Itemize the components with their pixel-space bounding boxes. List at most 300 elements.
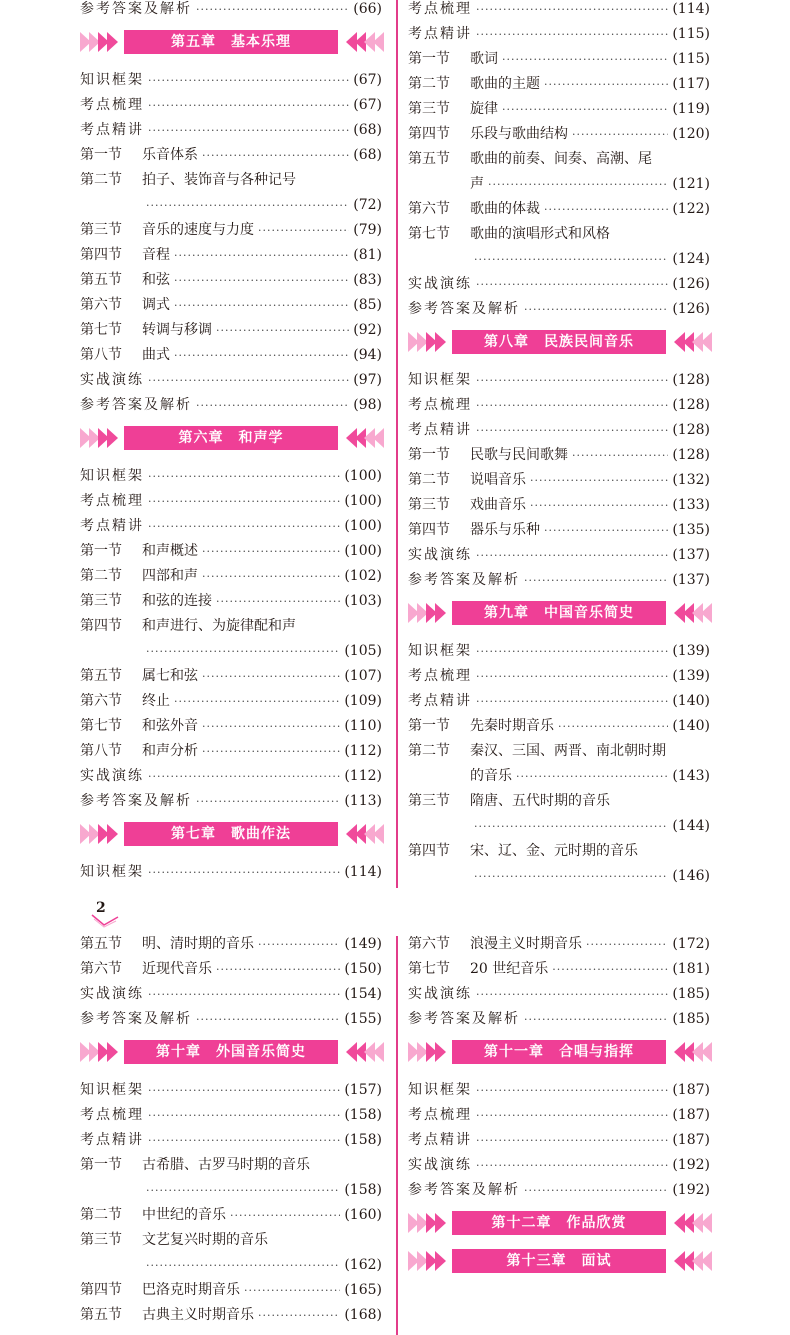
leader-dots — [502, 47, 668, 72]
leader-dots — [148, 118, 349, 143]
leader-dots — [476, 1153, 668, 1178]
toc-entry[interactable] — [408, 543, 710, 568]
leader-dots — [558, 714, 668, 739]
section-number: 第三节 — [80, 593, 122, 609]
leader-dots — [524, 1007, 668, 1032]
toc-entry[interactable] — [408, 222, 710, 247]
leader-dots — [544, 518, 668, 543]
entry-label: 实战演练 — [408, 547, 472, 563]
toc-entry[interactable] — [80, 1228, 382, 1253]
toc-entry[interactable] — [80, 464, 382, 489]
entry-title: 和声进行、为旋律配和声 — [142, 618, 296, 634]
entry-title: 近现代音乐 — [142, 961, 212, 977]
entry-title: 歌词 — [470, 51, 498, 67]
section-number: 第五节 — [80, 1307, 122, 1323]
entry-label: 参考答案及解析 — [80, 397, 192, 413]
page-ref: (135) — [672, 522, 710, 538]
page-ref: (114) — [344, 864, 382, 880]
leader-dots — [474, 814, 668, 839]
page-ref: (115) — [672, 26, 710, 42]
toc-entry[interactable] — [80, 564, 382, 589]
page-ref: (114) — [672, 1, 710, 17]
toc-entry[interactable] — [80, 1078, 382, 1103]
entry-title: 文艺复兴时期的音乐 — [142, 1232, 268, 1248]
toc-entry[interactable] — [80, 860, 382, 885]
toc-entry[interactable] — [408, 493, 710, 518]
page-ref: (102) — [344, 568, 382, 584]
leader-dots — [148, 68, 349, 93]
leader-dots — [258, 1303, 340, 1328]
section-number: 第一节 — [408, 447, 450, 463]
chapter-header-bar — [408, 1249, 710, 1273]
toc-entry[interactable] — [80, 293, 382, 318]
page-ref: (110) — [344, 718, 382, 734]
section-number: 第七节 — [80, 322, 122, 338]
page-ref: (140) — [672, 693, 710, 709]
entry-title: 说唱音乐 — [470, 472, 526, 488]
toc-entry[interactable] — [408, 714, 710, 739]
toc-entry[interactable] — [80, 514, 382, 539]
toc-entry[interactable] — [80, 957, 382, 982]
toc-entry[interactable] — [408, 147, 710, 172]
toc-entry[interactable] — [80, 143, 382, 168]
toc-entry-continuation[interactable] — [408, 864, 710, 889]
toc-entry-continuation[interactable] — [80, 1253, 382, 1278]
page-ref: (187) — [672, 1132, 710, 1148]
entry-label: 实战演练 — [408, 986, 472, 1002]
toc-entry-continuation[interactable] — [80, 1178, 382, 1203]
toc-entry[interactable] — [80, 168, 382, 193]
leader-dots — [174, 268, 349, 293]
entry-label: 参考答案及解析 — [80, 1, 192, 17]
toc-entry[interactable] — [408, 393, 710, 418]
toc-entry[interactable] — [408, 664, 710, 689]
leader-dots — [476, 543, 668, 568]
column-divider-top — [396, 0, 398, 888]
leader-dots — [530, 493, 668, 518]
toc-entry[interactable] — [80, 789, 382, 814]
toc-entry[interactable] — [408, 418, 710, 443]
leader-dots — [146, 1253, 340, 1278]
leader-dots — [148, 514, 340, 539]
page-ref: (112) — [344, 768, 382, 784]
entry-label: 参考答案及解析 — [408, 1182, 520, 1198]
entry-title: 歌曲的前奏、间奏、高潮、尾 — [470, 151, 652, 167]
page-ref: (126) — [672, 301, 710, 317]
leader-dots — [524, 297, 668, 322]
page-ref: (68) — [353, 147, 382, 163]
page-corner-mark — [90, 913, 120, 929]
toc-entry[interactable] — [408, 568, 710, 593]
chevrons-right-icon — [674, 601, 710, 625]
page-ref: (144) — [672, 818, 710, 834]
page-ref: (113) — [344, 793, 382, 809]
section-number: 第一节 — [80, 543, 122, 559]
entry-title: 20 世纪音乐 — [470, 961, 549, 977]
entry-label: 实战演练 — [80, 372, 144, 388]
chapter-header-bar — [408, 330, 710, 354]
page-ref: (172) — [672, 936, 710, 952]
chevrons-left-icon — [80, 1040, 116, 1064]
toc-entry[interactable] — [408, 72, 710, 97]
leader-dots — [476, 1128, 668, 1153]
leader-dots — [474, 864, 668, 889]
entry-label: 实战演练 — [408, 1157, 472, 1173]
leader-dots — [146, 639, 340, 664]
section-number: 第二节 — [408, 76, 450, 92]
leader-dots — [148, 93, 349, 118]
page-ref: (154) — [344, 986, 382, 1002]
section-number: 第四节 — [80, 618, 122, 634]
toc-entry[interactable] — [80, 1153, 382, 1178]
entry-title: 器乐与乐种 — [470, 522, 540, 538]
toc-entry[interactable] — [80, 368, 382, 393]
toc-entry[interactable] — [80, 539, 382, 564]
page-ref: (97) — [353, 372, 382, 388]
toc-entry[interactable] — [80, 318, 382, 343]
section-number: 第二节 — [408, 743, 450, 759]
entry-label: 知识框架 — [408, 643, 472, 659]
chevrons-left-icon — [80, 426, 116, 450]
page-ref: (139) — [672, 643, 710, 659]
toc-entry[interactable] — [80, 1278, 382, 1303]
chevrons-right-icon — [346, 30, 382, 54]
leader-dots — [148, 1103, 340, 1128]
entry-title: 歌曲的演唱形式和风格 — [470, 226, 610, 242]
leader-dots — [202, 564, 340, 589]
chapter-header-bar — [408, 1211, 710, 1235]
leader-dots — [476, 639, 668, 664]
toc-entry-continuation[interactable] — [408, 764, 710, 789]
toc-entry[interactable] — [408, 739, 710, 764]
toc-entry-continuation[interactable] — [80, 639, 382, 664]
leader-dots — [474, 247, 668, 272]
entry-label: 知识框架 — [80, 72, 144, 88]
section-number: 第五节 — [80, 668, 122, 684]
toc-entry[interactable] — [408, 1007, 710, 1032]
toc-entry[interactable] — [408, 932, 710, 957]
section-number: 第四节 — [408, 522, 450, 538]
leader-dots — [230, 1203, 340, 1228]
page-ref: (121) — [672, 176, 710, 192]
leader-dots — [530, 468, 668, 493]
chevrons-right-icon — [346, 822, 382, 846]
leader-dots — [572, 122, 668, 147]
toc-entry-continuation[interactable] — [408, 247, 710, 272]
entry-title: 音乐的速度与力度 — [142, 222, 254, 238]
entry-title: 明、清时期的音乐 — [142, 936, 254, 952]
chapter-header-bar — [80, 822, 382, 846]
toc-entry-continuation[interactable] — [408, 814, 710, 839]
page-ref: (68) — [353, 122, 382, 138]
toc-entry[interactable] — [408, 443, 710, 468]
toc-entry[interactable] — [80, 218, 382, 243]
leader-dots — [502, 97, 668, 122]
entry-title: 戏曲音乐 — [470, 497, 526, 513]
section-number: 第六节 — [80, 961, 122, 977]
leader-dots — [202, 739, 340, 764]
toc-entry[interactable] — [408, 1103, 710, 1128]
entry-title: 曲式 — [142, 347, 170, 363]
entry-title: 转调与移调 — [142, 322, 212, 338]
toc-entry[interactable] — [80, 268, 382, 293]
leader-dots — [244, 1278, 340, 1303]
toc-entry[interactable] — [80, 1007, 382, 1032]
leader-dots — [202, 664, 340, 689]
section-number: 第一节 — [408, 51, 450, 67]
section-number: 第一节 — [80, 1157, 122, 1173]
page-ref: (185) — [672, 986, 710, 1002]
toc-entry[interactable] — [408, 197, 710, 222]
toc-entry[interactable] — [80, 589, 382, 614]
toc-entry[interactable] — [408, 368, 710, 393]
page-ref: (126) — [672, 276, 710, 292]
page-ref: (150) — [344, 961, 382, 977]
chapter-header-bar — [408, 1040, 710, 1064]
leader-dots — [174, 343, 349, 368]
toc-entry[interactable] — [80, 932, 382, 957]
chevrons-right-icon — [674, 1040, 710, 1064]
toc-bottom-right-column — [408, 932, 710, 1287]
page-ref: (143) — [672, 768, 710, 784]
leader-dots — [258, 932, 340, 957]
leader-dots — [516, 764, 668, 789]
section-number: 第六节 — [80, 297, 122, 313]
leader-dots — [544, 72, 668, 97]
leader-dots — [148, 982, 340, 1007]
toc-entry-continuation[interactable] — [80, 193, 382, 218]
page-ref: (81) — [353, 247, 382, 263]
toc-entry[interactable] — [80, 0, 382, 22]
toc-entry[interactable] — [408, 97, 710, 122]
leader-dots — [216, 318, 349, 343]
chevrons-left-icon — [408, 1211, 444, 1235]
leader-dots — [196, 1007, 340, 1032]
toc-entry[interactable] — [408, 789, 710, 814]
entry-title: 和声概述 — [142, 543, 198, 559]
toc-entry[interactable] — [408, 1178, 710, 1203]
page-ref: (181) — [672, 961, 710, 977]
toc-entry[interactable] — [408, 47, 710, 72]
page-ref: (107) — [344, 668, 382, 684]
entry-label: 考点梳理 — [408, 668, 472, 684]
toc-top-right-column — [408, 0, 710, 889]
page-ref: (112) — [344, 743, 382, 759]
entry-label: 考点精讲 — [408, 693, 472, 709]
leader-dots — [586, 932, 668, 957]
leader-dots — [476, 1078, 668, 1103]
section-number: 第五节 — [80, 272, 122, 288]
entry-title: 歌曲的体裁 — [470, 201, 540, 217]
chevrons-left-icon — [408, 1249, 444, 1273]
leader-dots — [476, 393, 668, 418]
page-number: 2 — [96, 900, 106, 916]
toc-entry[interactable] — [80, 393, 382, 418]
page-ref: (162) — [344, 1257, 382, 1273]
toc-entry-continuation[interactable] — [408, 172, 710, 197]
toc-entry[interactable] — [408, 1128, 710, 1153]
leader-dots — [148, 764, 340, 789]
entry-title: 旋律 — [470, 101, 498, 117]
column-divider-bottom — [396, 936, 398, 1335]
toc-entry[interactable] — [80, 489, 382, 514]
toc-entry[interactable] — [408, 518, 710, 543]
entry-title: 声 — [470, 176, 484, 192]
section-number: 第七节 — [408, 961, 450, 977]
page-ref: (92) — [353, 322, 382, 338]
toc-entry[interactable] — [408, 1078, 710, 1103]
leader-dots — [544, 197, 668, 222]
entry-label: 参考答案及解析 — [80, 1011, 192, 1027]
leader-dots — [174, 689, 340, 714]
toc-entry[interactable] — [408, 468, 710, 493]
section-number: 第二节 — [80, 568, 122, 584]
toc-entry[interactable] — [408, 957, 710, 982]
entry-title: 民歌与民间歌舞 — [470, 447, 568, 463]
page-ref: (149) — [344, 936, 382, 952]
page-ref: (158) — [344, 1182, 382, 1198]
leader-dots — [476, 982, 668, 1007]
chapter-title: 第七章 歌曲作法 — [124, 822, 338, 846]
leader-dots — [476, 1103, 668, 1128]
page-ref: (192) — [672, 1182, 710, 1198]
page-ref: (185) — [672, 1011, 710, 1027]
entry-label: 考点梳理 — [80, 493, 144, 509]
chapter-title: 第六章 和声学 — [124, 426, 338, 450]
section-number: 第四节 — [408, 126, 450, 142]
entry-label: 知识框架 — [80, 864, 144, 880]
toc-entry[interactable] — [408, 689, 710, 714]
page-ref: (155) — [344, 1011, 382, 1027]
toc-entry[interactable] — [80, 343, 382, 368]
entry-label: 考点梳理 — [408, 1, 472, 17]
leader-dots — [196, 393, 349, 418]
section-number: 第四节 — [408, 843, 450, 859]
leader-dots — [476, 418, 668, 443]
page-ref: (157) — [344, 1082, 382, 1098]
entry-label: 实战演练 — [408, 276, 472, 292]
leader-dots — [216, 589, 340, 614]
toc-entry[interactable] — [408, 1153, 710, 1178]
entry-title: 音程 — [142, 247, 170, 263]
section-number: 第三节 — [80, 222, 122, 238]
entry-label: 参考答案及解析 — [408, 572, 520, 588]
entry-label: 考点梳理 — [408, 1107, 472, 1123]
leader-dots — [148, 1078, 340, 1103]
chevrons-left-icon — [408, 601, 444, 625]
toc-entry[interactable] — [80, 1103, 382, 1128]
section-number: 第七节 — [80, 718, 122, 734]
toc-entry[interactable] — [408, 122, 710, 147]
page-ref: (83) — [353, 272, 382, 288]
chevrons-right-icon — [674, 1249, 710, 1273]
chevrons-right-icon — [674, 330, 710, 354]
chapter-header-bar — [80, 1040, 382, 1064]
leader-dots — [196, 0, 349, 22]
page-ref: (100) — [344, 518, 382, 534]
section-number: 第三节 — [408, 497, 450, 513]
toc-entry[interactable] — [408, 272, 710, 297]
section-number: 第八节 — [80, 347, 122, 363]
chapter-title: 第十二章 作品欣赏 — [452, 1211, 666, 1235]
page-ref: (79) — [353, 222, 382, 238]
entry-label: 知识框架 — [408, 1082, 472, 1098]
chevrons-right-icon — [346, 426, 382, 450]
leader-dots — [476, 22, 668, 47]
page-ref: (128) — [672, 422, 710, 438]
toc-entry[interactable] — [80, 68, 382, 93]
toc-entry[interactable] — [80, 739, 382, 764]
section-number: 第三节 — [408, 793, 450, 809]
chapter-title: 第十章 外国音乐简史 — [124, 1040, 338, 1064]
toc-entry[interactable] — [80, 1128, 382, 1153]
toc-entry[interactable] — [408, 839, 710, 864]
toc-entry[interactable] — [80, 982, 382, 1007]
entry-title: 属七和弦 — [142, 668, 198, 684]
chevrons-right-icon — [346, 1040, 382, 1064]
toc-entry[interactable] — [80, 664, 382, 689]
toc-entry[interactable] — [80, 1303, 382, 1328]
toc-entry[interactable] — [408, 0, 710, 22]
chapter-header-bar — [80, 30, 382, 54]
page-ref: (128) — [672, 372, 710, 388]
toc-entry[interactable] — [408, 639, 710, 664]
entry-label: 考点精讲 — [80, 1132, 144, 1148]
toc-entry[interactable] — [80, 764, 382, 789]
page-ref: (72) — [353, 197, 382, 213]
entry-label: 实战演练 — [80, 986, 144, 1002]
entry-title: 中世纪的音乐 — [142, 1207, 226, 1223]
toc-entry[interactable] — [80, 614, 382, 639]
section-number: 第一节 — [80, 147, 122, 163]
entry-title: 拍子、装饰音与各种记号 — [142, 172, 296, 188]
toc-entry[interactable] — [80, 118, 382, 143]
leader-dots — [476, 664, 668, 689]
toc-entry[interactable] — [80, 1203, 382, 1228]
toc-entry[interactable] — [80, 243, 382, 268]
toc-entry[interactable] — [80, 714, 382, 739]
page-ref: (122) — [672, 201, 710, 217]
page-ref: (187) — [672, 1107, 710, 1123]
leader-dots — [488, 172, 668, 197]
toc-entry[interactable] — [80, 689, 382, 714]
page-ref: (158) — [344, 1132, 382, 1148]
chevrons-left-icon — [80, 30, 116, 54]
leader-dots — [476, 689, 668, 714]
page-ref: (124) — [672, 251, 710, 267]
leader-dots — [216, 957, 340, 982]
page-ref: (115) — [672, 51, 710, 67]
page-ref: (132) — [672, 472, 710, 488]
entry-label: 考点精讲 — [408, 26, 472, 42]
section-number: 第一节 — [408, 718, 450, 734]
entry-label: 知识框架 — [80, 1082, 144, 1098]
section-number: 第七节 — [408, 226, 450, 242]
toc-entry[interactable] — [80, 93, 382, 118]
chevrons-left-icon — [408, 1040, 444, 1064]
toc-entry[interactable] — [408, 982, 710, 1007]
toc-entry[interactable] — [408, 297, 710, 322]
entry-title: 乐段与歌曲结构 — [470, 126, 568, 142]
leader-dots — [202, 143, 349, 168]
chapter-header-bar — [80, 426, 382, 450]
chapter-header-bar — [408, 601, 710, 625]
section-number: 第六节 — [408, 201, 450, 217]
page-ref: (94) — [353, 347, 382, 363]
toc-bottom-left-column — [80, 932, 382, 1328]
page-ref: (158) — [344, 1107, 382, 1123]
toc-entry[interactable] — [408, 22, 710, 47]
